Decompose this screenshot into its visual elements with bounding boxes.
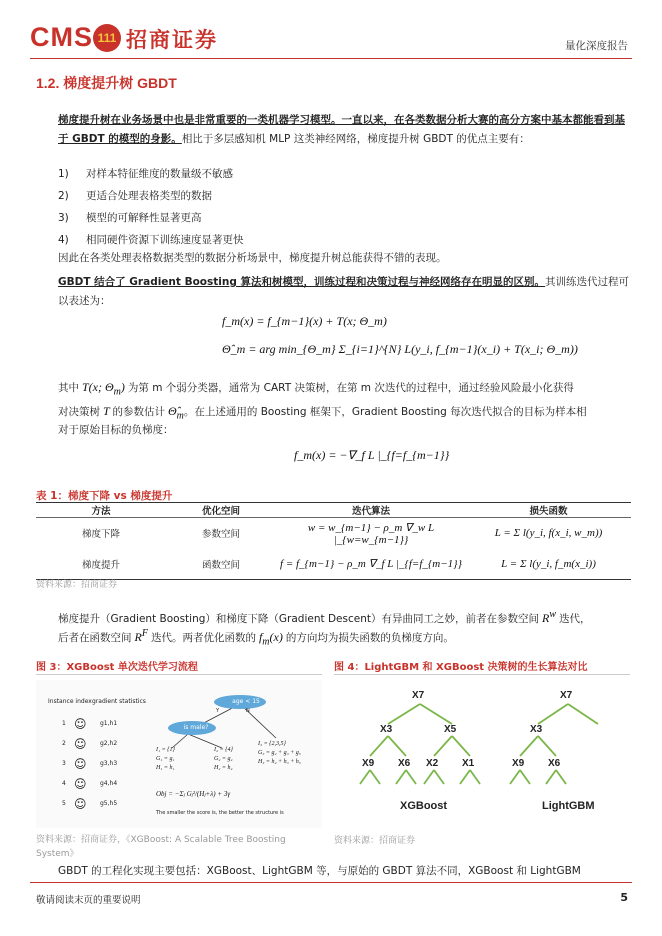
table-header: 损失函数 (466, 503, 631, 518)
figure-4-source: 资料来源：招商证券 (334, 836, 416, 846)
lightgbm-label: LightGBM (542, 800, 595, 812)
figure-4-title: 图 4：LightGBM 和 XGBoost 决策树的生长算法对比 (334, 662, 588, 673)
table-caption: 表 1：梯度下降 vs 梯度提升 (36, 490, 173, 502)
tree-node: X6 (398, 758, 411, 769)
equation-gradient: f_m(x) = −∇_f L |_{f=f_{m−1}} (294, 448, 450, 462)
tree-node: X2 (426, 758, 439, 769)
logo-icon: 111 (93, 24, 121, 52)
table-cell: 梯度下降 (81, 529, 120, 541)
table-cell: 梯度提升 (36, 549, 166, 580)
paragraph-4: 其中 T(x; $\Theta_m$) 为第 m 个弱分类器，通常为 CART 决策树，在第 m 次迭代的过程中，通过经验风险最小化获得 (58, 380, 574, 398)
tree-node: X9 (512, 758, 525, 769)
table-cell: w = w_{m−1} − ρ_m ∇_w L |_{w=w_{m−1}} (307, 521, 435, 546)
header-divider (30, 58, 632, 59)
table-cell: 函数空间 (166, 549, 276, 580)
list-item: 3) 模型的可解释性显著更高 (58, 212, 202, 224)
tree-node: X6 (548, 758, 561, 769)
gradient-values: g1,h1 g2,h2 g3,h3 g4,h4 g5,h5 (100, 720, 118, 807)
footer-divider (30, 882, 632, 883)
table-header: 优化空间 (166, 503, 276, 518)
paragraph-5b: 后者在函数空间 $R^F$ 迭代。两者优化函数的 $f_m(x)$ 的方向均为损失函数的负梯度方向。 (58, 628, 454, 648)
leaf-1: I₁ = {1} G₁ = g₁ H₁ = h₁ (156, 747, 175, 771)
report-type: 量化深度报告 (565, 40, 628, 52)
paragraph-5: 梯度提升（Gradient Boosting）和梯度下降（Gradient Descent）有异曲同工之妙，前者在参数空间 $R^w$ 迭代， (58, 609, 591, 625)
table-cell: f = f_{m−1} − ρ_m ∇_f L |_{f=f_{m−1}} (276, 549, 466, 580)
tree-node: X7 (560, 690, 573, 701)
section-title: 1.2. 梯度提升树 GBDT (36, 75, 177, 91)
paragraph-6: GBDT 的工程化实现主要包括：XGBoost、LightGBM 等，与原始的 GBDT 算法不同，XGBoost 和 LightGBM (58, 865, 581, 877)
page-number: 5 (620, 891, 628, 904)
paragraph-2: 因此在各类处理表格数据类型的数据分析场景中，梯度提升树总能获得不错的表现。 (58, 252, 447, 264)
child-node-label: is male? (183, 724, 209, 731)
person-icons: ☺ ☺ ☺ ☺ ☺ (74, 717, 87, 811)
table-cell: L = Σ l(y_i, f(x_i, w_m)) (494, 527, 603, 540)
figure-3-title: 图 3：XGBoost 单次迭代学习流程 (36, 662, 198, 673)
tree-growth-figure (334, 680, 630, 828)
table-row (36, 518, 631, 549)
xgboost-flow-figure (36, 680, 322, 828)
paragraph-3: GBDT 结合了 Gradient Boosting 算法和树模型，训练过程和决策过程与神经网络存在明显的区别。其训练迭代过程可以表述为： (58, 276, 630, 307)
objective-formula: Obj = −Σⱼ Gⱼ²/(Hⱼ+λ) + 3γ (156, 790, 231, 798)
figure-divider (36, 674, 322, 675)
list-item: 2) 更适合处理表格类型的数据 (58, 190, 212, 202)
tree-node: X3 (530, 724, 543, 735)
equation-argmin: Θ̂_m = arg min_{Θ_m} Σ_{i=1}^{N} L(y_i, f_{m−1}(x_i) + T(x_i; Θ_m)) (222, 342, 578, 356)
branch-no: N (246, 708, 250, 714)
equation-update: f_m(x) = f_{m−1}(x) + T(x; Θ_m) (222, 314, 387, 328)
table-header: 迭代算法 (276, 503, 466, 518)
table-cell: L = Σ l(y_i, f_m(x_i)) (466, 549, 631, 580)
tree-node: X5 (444, 724, 457, 735)
gradient-header: gradient statistics (92, 698, 146, 705)
objective-note: The smaller the score is, the better the structure is (156, 810, 284, 816)
logo-cms: CMS (30, 22, 93, 52)
comparison-table (36, 502, 631, 580)
paragraph-1: 梯度提升树在业务场景中也是非常重要的一类机器学习模型。一直以来，在各类数据分析大赛的高分方案中基本都能看到基于 GBDT 的模型的身影。相比于多层感知机 MLP 这类神经网络，梯度提升树 GBDT 的优点主要有： (58, 114, 625, 145)
list-item: 1) 对样本特征维度的数量级不敏感 (58, 168, 233, 180)
tree-node: X1 (462, 758, 475, 769)
table-row (36, 549, 631, 580)
table-source: 资料来源：招商证券 (36, 580, 118, 590)
leaf-3: I₃ = {2,3,5} G₃ = g₂ + g₃ + g₅ H₃ = h₂ + h₃ + h₅ (258, 741, 301, 765)
figure-3-source: 资料来源：招商证券，《XGBoost: A Scalable Tree Boosting System》 (36, 835, 286, 859)
tree-node: X9 (362, 758, 375, 769)
xgboost-label: XGBoost (400, 800, 448, 812)
paragraph-4c: 对于原始目标的负梯度： (58, 424, 174, 436)
leaf-2: I₂ = {4} G₂ = g₄ H₂ = h₄ (214, 747, 233, 771)
instance-header: Instance index (48, 698, 92, 705)
branch-yes: Y (216, 708, 220, 714)
logo-brand: 招商证券 (126, 28, 218, 52)
table-header: 方法 (36, 503, 166, 518)
instance-ids: 1 2 3 4 5 (62, 720, 66, 807)
tree-node: X7 (412, 690, 425, 701)
figure-divider (334, 674, 630, 675)
table-cell: 参数空间 (201, 529, 240, 541)
paragraph-4b: 对决策树 T 的参数估计 $\Thetâ_m$。在上述通用的 Boosting 框架下，Gradient Boosting 每次迭代拟合的目标为样本相 (58, 404, 587, 422)
footer-note: 敬请阅读末页的重要说明 (36, 895, 141, 906)
tree-node: X3 (380, 724, 393, 735)
root-node-label: age < 15 (232, 698, 260, 705)
list-item: 4) 相同硬件资源下训练速度显著更快 (58, 234, 244, 246)
